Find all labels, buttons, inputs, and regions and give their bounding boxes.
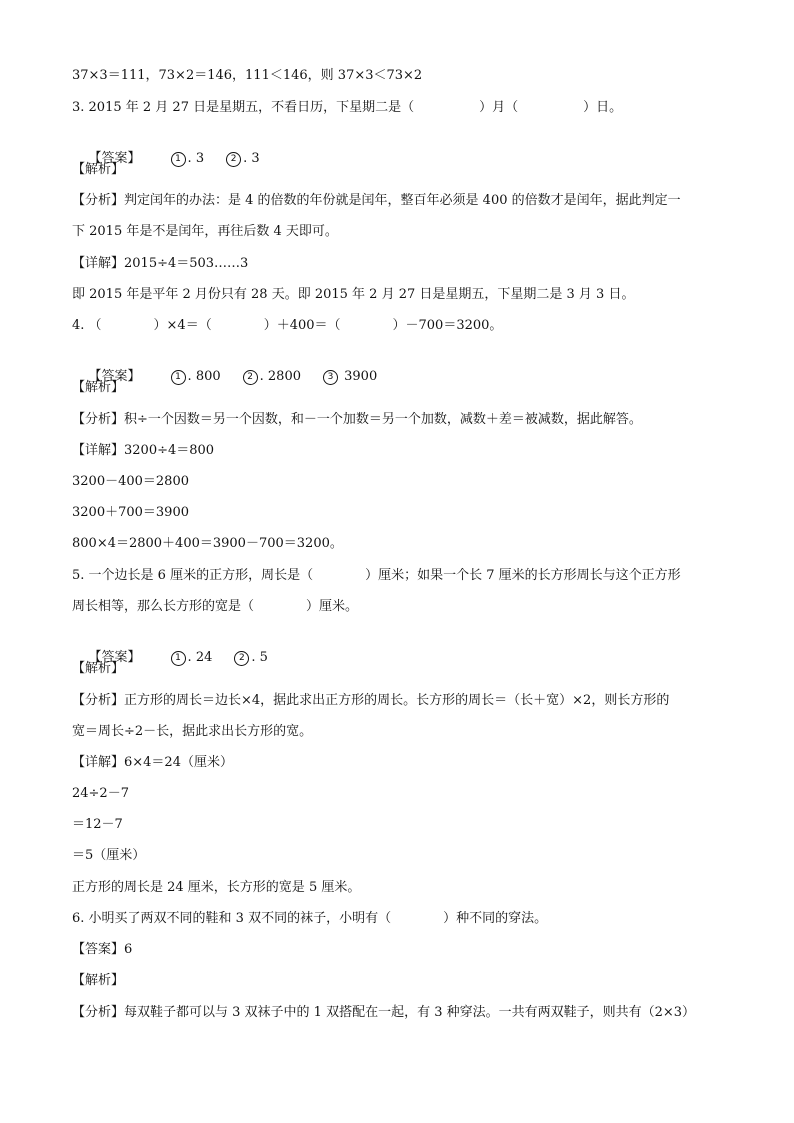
answer-tag: 【答案】	[88, 369, 141, 384]
answer-line: 【答案】 1 . 24 2 . 5	[88, 650, 268, 665]
text-line: 800×4＝2800＋400＝3900－700＝3200。	[72, 536, 343, 551]
answer-line: 【答案】 1 . 800 2 . 2800 3 3900	[88, 369, 378, 384]
answer-line: 【答案】 1 . 3 2 . 3	[88, 151, 260, 166]
text-line: 3200－400＝2800	[72, 474, 189, 489]
text-line: ＝12－7	[72, 817, 123, 832]
answer-tag: 【答案】	[88, 650, 141, 665]
answer-line: 【答案】6	[72, 942, 133, 957]
question-4: 4. （ ）×4＝（ ）＋400＝（ ）－700＝3200。	[72, 318, 503, 333]
text-line: 宽＝周长÷2－长，据此求出长方形的宽。	[72, 724, 313, 739]
text-line: 【分析】正方形的周长＝边长×4，据此求出正方形的周长。长方形的周长＝（长＋宽）×2，则长方形的	[72, 693, 670, 708]
text-line: 【详解】2015÷4＝503……3	[72, 256, 249, 271]
analysis-tag: 【解析】	[72, 661, 125, 676]
text-line: 【分析】积÷一个因数＝另一个因数，和－一个加数＝另一个加数，减数＋差＝被减数，据此解答。	[72, 412, 642, 427]
answer-value: 800	[195, 369, 221, 384]
question-3: 3. 2015 年 2 月 27 日是星期五，不看日历，下星期二是（ ）月（ ）日。	[72, 100, 623, 115]
answer-value: 3	[195, 151, 205, 166]
answer-value: 5	[259, 650, 268, 665]
analysis-tag: 【解析】	[72, 380, 125, 395]
text-line: 【分析】每双鞋子都可以与 3 双袜子中的 1 双搭配在一起，有 3 种穿法。一共有两双鞋子，则共有（2×3）	[72, 1005, 696, 1020]
circled-number-1: 1	[171, 152, 186, 167]
answer-value: 24	[195, 650, 213, 665]
answer-tag: 【答案】	[88, 151, 141, 166]
text-line: 【分析】判定闰年的办法：是 4 的倍数的年份就是闰年，整百年必须是 400 的倍数才是闰年，据此判定一	[72, 193, 681, 208]
text-line: 正方形的周长是 24 厘米，长方形的宽是 5 厘米。	[72, 880, 361, 895]
answer-value: 2800	[267, 369, 301, 384]
text-line: 37×3＝111，73×2＝146，111＜146，则 37×3＜73×2	[72, 68, 423, 83]
question-5: 5. 一个边长是 6 厘米的正方形，周长是（ ）厘米；如果一个长 7 厘米的长方形周长与这个正方形	[72, 568, 681, 583]
answer-value: 3900	[344, 369, 378, 384]
text-line: 即 2015 年是平年 2 月份只有 28 天。即 2015 年 2 月 27 日是星期五，下星期二是 3 月 3 日。	[72, 287, 635, 302]
text-line: 3200＋700＝3900	[72, 505, 189, 520]
text-line: 【详解】3200÷4＝800	[72, 443, 215, 458]
circled-number-2: 2	[234, 651, 249, 666]
question-6: 6. 小明买了两双不同的鞋和 3 双不同的袜子，小明有（ ）种不同的穿法。	[72, 911, 548, 926]
text-line: 【详解】6×4＝24（厘米）	[72, 755, 233, 770]
text-line: ＝5（厘米）	[72, 848, 146, 863]
circled-number-3: 3	[323, 370, 338, 385]
circled-number-2: 2	[226, 152, 241, 167]
circled-number-2: 2	[243, 370, 258, 385]
answer-value: 3	[251, 151, 260, 166]
circled-number-1: 1	[171, 651, 186, 666]
text-line: 24÷2－7	[72, 786, 129, 801]
text-line: 周长相等，那么长方形的宽是（ ）厘米。	[72, 599, 359, 614]
text-line: 下 2015 年是不是闰年，再往后数 4 天即可。	[72, 224, 338, 239]
analysis-tag: 【解析】	[72, 973, 125, 988]
analysis-tag: 【解析】	[72, 162, 125, 177]
circled-number-1: 1	[171, 370, 186, 385]
